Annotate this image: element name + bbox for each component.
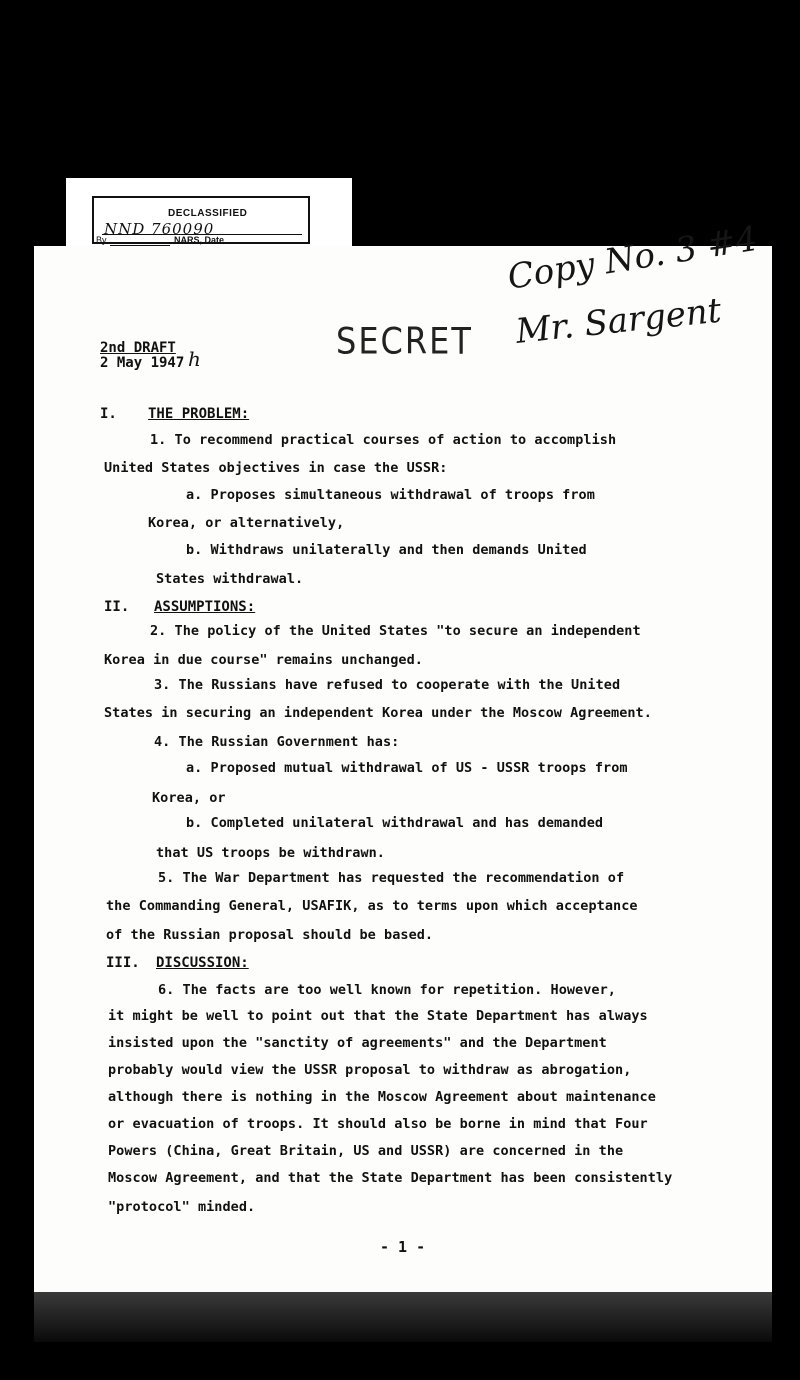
text-line: 3. The Russians have refused to cooperate with the United bbox=[154, 677, 621, 693]
text-line: that US troops be withdrawn. bbox=[156, 845, 385, 861]
page-number: - 1 - bbox=[380, 1238, 426, 1256]
text-line: b. Completed unilateral withdrawal and has demanded bbox=[186, 815, 604, 831]
text-line: a. Proposed mutual withdrawal of US - USSR troops from bbox=[186, 760, 628, 776]
text-line: b. Withdraws unilaterally and then demands United bbox=[186, 542, 587, 558]
text-line: Moscow Agreement, and that the State Department has been consistently bbox=[108, 1170, 673, 1186]
text-line: it might be well to point out that the State Department has always bbox=[108, 1008, 648, 1024]
text-line: the Commanding General, USAFIK, as to terms upon which acceptance bbox=[106, 898, 638, 914]
stamp-nars-date-label: NARS, Date bbox=[174, 235, 225, 245]
text-line: 1. To recommend practical courses of action to accomplish bbox=[150, 432, 617, 448]
section-number: II. bbox=[104, 599, 130, 615]
stamp-by-label: By bbox=[96, 235, 107, 245]
section-title: THE PROBLEM: bbox=[148, 406, 250, 422]
text-line: or evacuation of troops. It should also be borne in mind that Four bbox=[108, 1116, 648, 1132]
section-number: III. bbox=[106, 955, 140, 971]
classification-marking: SECRET bbox=[336, 319, 473, 363]
text-line: although there is nothing in the Moscow Agreement about maintenance bbox=[108, 1089, 656, 1105]
text-line: Korea, or alternatively, bbox=[148, 515, 345, 531]
text-line: Korea, or bbox=[152, 790, 226, 806]
handwritten-mark: h bbox=[188, 347, 201, 371]
draft-label: 2nd DRAFT bbox=[100, 340, 176, 356]
text-line: probably would view the USSR proposal to withdraw as abrogation, bbox=[108, 1062, 632, 1078]
text-line: Powers (China, Great Britain, US and USSR) are concerned in the bbox=[108, 1143, 624, 1159]
text-line: 6. The facts are too well known for repetition. However, bbox=[158, 982, 616, 998]
stamp-title: DECLASSIFIED bbox=[168, 208, 248, 219]
text-line: States withdrawal. bbox=[156, 571, 304, 587]
text-line: 5. The War Department has requested the recommendation of bbox=[158, 870, 625, 886]
text-line: States in securing an independent Korea under the Moscow Agreement. bbox=[104, 705, 652, 721]
scan-bottom-edge bbox=[34, 1292, 772, 1342]
stamp-authority: NND 760090 bbox=[104, 220, 215, 238]
section-number: I. bbox=[100, 406, 117, 422]
handwritten-copy-number: Copy No. 3 #4 bbox=[504, 218, 761, 298]
text-line: Korea in due course" remains unchanged. bbox=[104, 652, 423, 668]
text-line: 4. The Russian Government has: bbox=[154, 734, 400, 750]
section-title: ASSUMPTIONS: bbox=[154, 599, 256, 615]
text-line: a. Proposes simultaneous withdrawal of troops from bbox=[186, 487, 595, 503]
section-title: DISCUSSION: bbox=[156, 955, 249, 971]
text-line: United States objectives in case the USSR: bbox=[104, 460, 448, 476]
text-line: 2. The policy of the United States "to secure an independent bbox=[150, 623, 641, 639]
text-line: "protocol" minded. bbox=[108, 1199, 256, 1215]
draft-date: 2 May 1947 bbox=[100, 355, 185, 371]
handwritten-recipient: Mr. Sargent bbox=[513, 290, 724, 352]
text-line: of the Russian proposal should be based. bbox=[106, 927, 434, 943]
stamp-box bbox=[92, 196, 310, 244]
text-line: insisted upon the "sanctity of agreements" and the Department bbox=[108, 1035, 607, 1051]
